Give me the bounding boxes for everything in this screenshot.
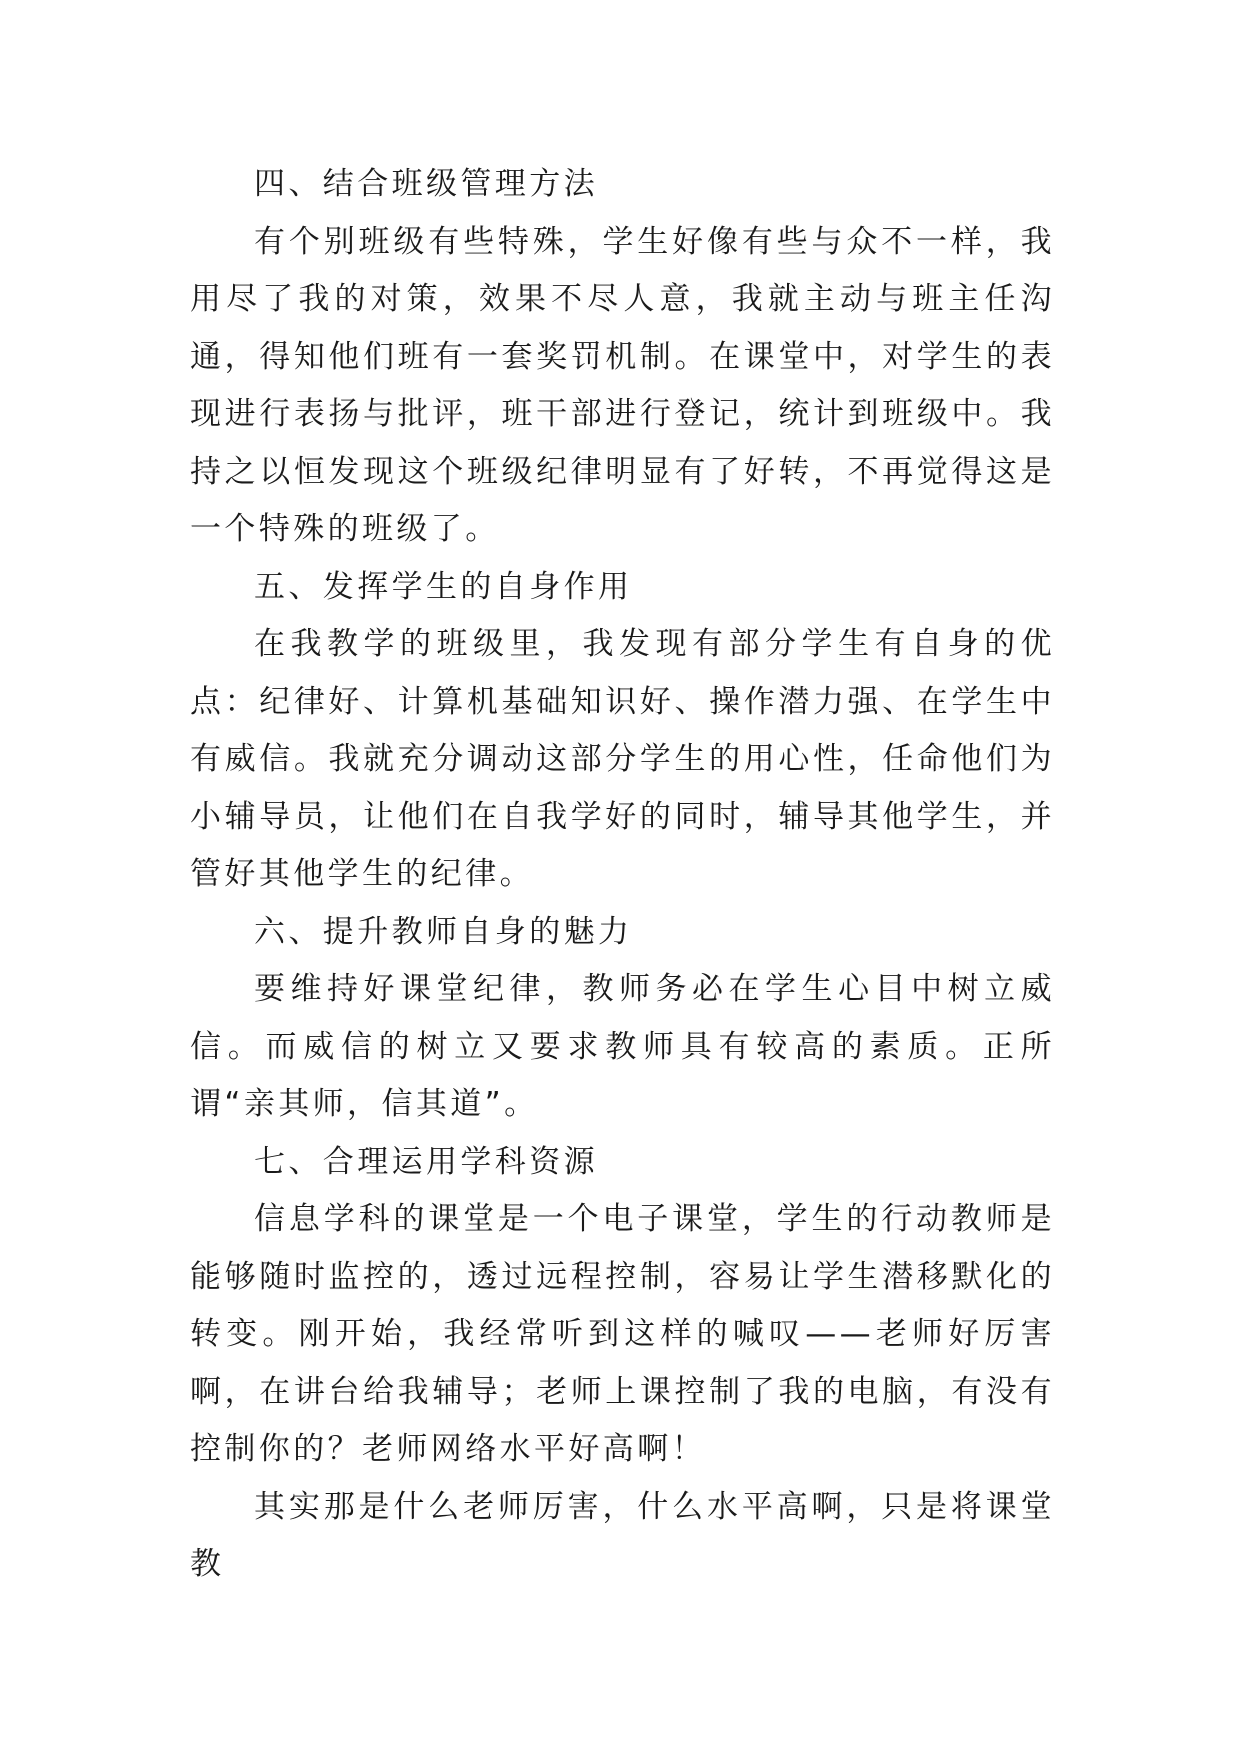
section-7-paragraph-1: 信息学科的课堂是一个电子课堂，学生的行动教师是能够随时监控的，透过远程控制，容易让学生潜移默化的转变。刚开始，我经常听到这样的喊叹——老师好厉害啊，在讲台给我辅导；老师上课控制了我的电脑，有没有控制你的？老师网络水平好高啊！ (190, 1201, 1055, 1467)
section-5-paragraph-1: 在我教学的班级里，我发现有部分学生有自身的优点：纪律好、计算机基础知识好、操作潜力强、在学生中有威信。我就充分调动这部分学生的用心性，任命他们为小辅导员，让他们在自我学好的同时，辅导其他学生，并管好其他学生的纪律。 (190, 626, 1055, 892)
section-heading-5: 五、发挥学生的自身作用 (254, 568, 633, 605)
section-heading-4: 四、结合班级管理方法 (254, 166, 598, 202)
document-body (190, 156, 1055, 1594)
section-heading-6: 六、提升教师自身的魅力 (254, 913, 633, 950)
section-6-paragraph-1: 要维持好课堂纪律，教师务必在学生心目中树立威信。而威信的树立又要求教师具有较高的素质。正所谓“亲其师，信其道”。 (190, 971, 1055, 1122)
section-4-paragraph-1: 有个别班级有些特殊，学生好像有些与众不一样，我用尽了我的对策，效果不尽人意，我就主动与班主任沟通，得知他们班有一套奖罚机制。在课堂中，对学生的表现进行表扬与批评，班干部进行登记，统计到班级中。我持之以恒发现这个班级纪律明显有了好转，不再觉得这是一个特殊的班级了。 (190, 223, 1055, 547)
section-heading-7: 七、合理运用学科资源 (254, 1143, 598, 1180)
section-7-paragraph-2: 其实那是什么老师厉害，什么水平高啊，只是将课堂教 (190, 1488, 1055, 1582)
